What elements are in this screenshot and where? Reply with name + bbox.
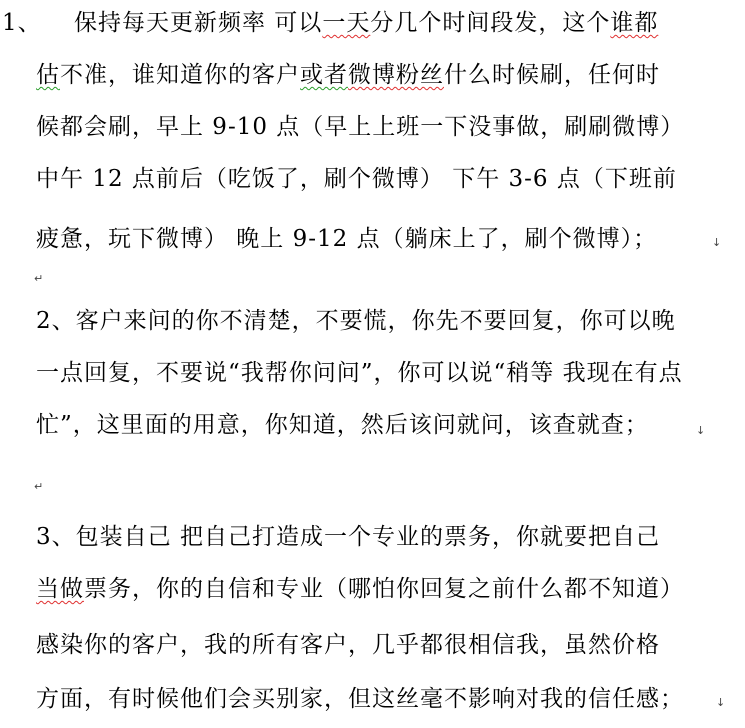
spellcheck-underlined-text: 谁都	[610, 10, 659, 36]
line-break-mark: ↓	[712, 236, 722, 249]
item-3-line-2	[36, 574, 684, 604]
text-segment: 不准，谁知道你的客户	[60, 62, 300, 88]
spellcheck-underlined-text: 一天	[322, 10, 371, 36]
item-3-line-1: 3、包装自己 把自己打造成一个专业的票务，你就要把自己	[36, 524, 660, 550]
item-1-line-1	[74, 8, 658, 38]
grammar-underlined-text: 估	[36, 62, 60, 88]
line-break-mark: ↓	[696, 424, 706, 437]
spellcheck-underlined-text: 微博粉丝	[348, 62, 444, 88]
text-segment: 分几个时间段发，这个	[370, 10, 611, 36]
item-1-line-5: 疲惫，玩下微博） 晚上 9-12 点（躺床上了，刷个微博）；	[36, 226, 658, 252]
item-2-line-3: 忙”，这里面的用意，你知道，然后该问就问，该查就查；	[36, 412, 649, 438]
item-3-line-4: 方面，有时候他们会买别家，但这丝毫不影响对我的信任感；	[36, 686, 684, 712]
item-2-line-2: 一点回复，不要说“我帮你问问”，你可以说“稍等 我现在有点	[36, 360, 683, 386]
item-2-line-1: 2、客户来问的你不清楚，不要慌，你先不要回复，你可以晚	[36, 308, 676, 334]
text-segment: 票务，你的自信和专业（哪怕你回复之前什么都不知道）	[84, 576, 684, 602]
text-segment: 保持每天更新频率 可以	[74, 10, 323, 36]
item-3-line-3: 感染你的客户，我的所有客户，几乎都很相信我，虽然价格	[36, 632, 660, 658]
item-1-number: 1、	[2, 10, 42, 36]
item-1-line-4: 中午 12 点前后（吃饭了，刷个微博） 下午 3-6 点（下班前	[36, 166, 677, 192]
line-break-mark: ↓	[716, 696, 726, 709]
text-segment: 什么时候刷，任何时	[444, 62, 660, 88]
paragraph-mark: ↵	[34, 272, 44, 285]
item-1-line-3: 候都会刷，早上 9-10 点（早上上班一下没事做，刷刷微博）	[36, 114, 685, 140]
item-1-line-2	[36, 60, 660, 90]
paragraph-mark: ↵	[34, 480, 44, 493]
spellcheck-underlined-text: 当做	[36, 576, 84, 602]
grammar-underlined-text: 或者	[300, 62, 348, 88]
